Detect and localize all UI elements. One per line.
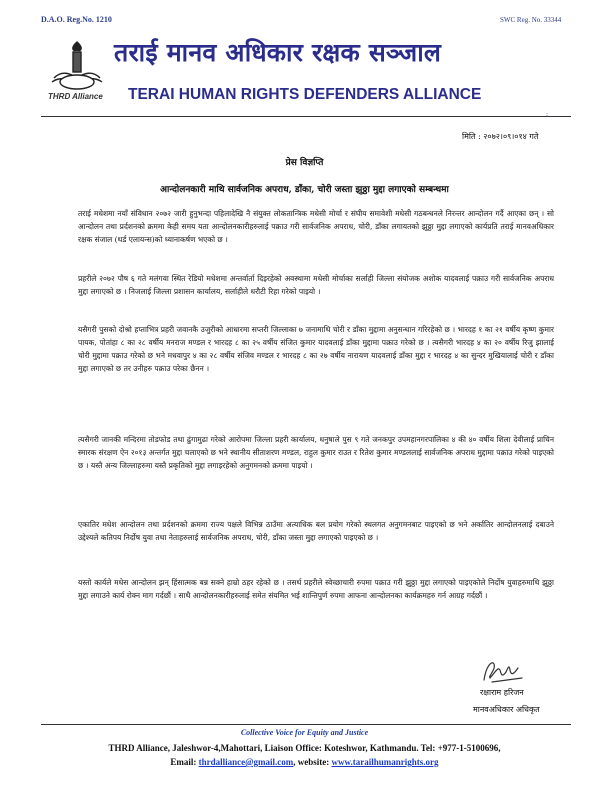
logo-caption: THRD Alliance [48,92,103,101]
thrd-logo [46,38,108,104]
signatory-title: मानवअधिकार अधिकृत [473,705,540,714]
email-link[interactable]: thrdalliance@gmail.com [198,757,294,767]
email-label: Email: [170,757,199,767]
paragraph-5: एकातिर मधेश आन्दोलन तथा प्रर्दशनको क्रममा राज्य पक्षले विभिन्न ठाउँमा अत्याधिक बल प्रयोग गरेको स्थलगत अनुगमनबाट पाइएको छ भने अर्कातिर आन्दोलनलाई दबाउने उद्देश्यले कतिपय निर्दोष युवा तथा नेताहरुलाई सार्वजनिक अपराध, चोरी, डाँका जस्ता मुद्दा लगाएको पाइएको छ । [78,520,554,543]
header-divider [41,116,571,117]
handwritten-signature [478,656,528,688]
subject-heading: आन्दोलनकारी माथि सार्वजनिक अपराध, डाँका, चोरी जस्ता झुठ्ठा मुद्दा लगाएको सम्बन्धमा [160,185,449,195]
paragraph-4: त्यसैगरी जानकी मन्दिरमा तोडफोड तथा ढुंगामुढा गरेको आरोपमा जिल्ला प्रहरी कार्यालय, धनुषाले पुस ९ गते जनकपुर उपमहानगरपालिका ४ की ४० वर्षीय शिला देवीलाई प्राचिन स्मारक संरक्षण ऐन २०१३ अन्तर्गत मुद्दा चलाएको छ भने स्थानीय सीताशरण मण्डल, राहुल कुमार राउत र रितेश कुमार मण्डललाई सार्वजनिक अपराध मुद्दामा पक्राउ गरेको पाइएको छ । यस्तै अन्य जिल्लाहरुमा यस्तै प्रकृतिको मुद्दा लगाइरहेको अनुगमनको क्रममा पाइयो । [78,435,554,471]
paragraph-2: प्रहरीले २०७२ पौष ६ गते मलंगवा स्थित रेडियो मधेशमा अन्तर्वार्ता दिइरहेको अवस्थामा मधेसी मोर्चाका सर्लाही जिल्ला संयोजक अशोक यादवलाई पक्राउ गरी सार्वजनिक अपराध मुद्दा लगाएको छ । निजलाई जिल्ला प्रशासन कार्यालय, सर्लाहीले धरौटी रिहा गरेको पाइयो । [78,274,554,297]
footer-contact [0,757,609,767]
signatory-name: रक्षाराम हरिजन [480,688,524,697]
dao-reg-number: D.A.O. Reg.No. 1210 [41,15,112,24]
org-title-nepali: तराई मानव अधिकार रक्षक सञ्जाल [114,38,442,67]
footer-address: THRD Alliance, Jaleshwor-4,Mahottari, Liaison Office: Koteshwor, Kathmandu. Tel: +977-1-5100696, [108,743,501,753]
paragraph-1: तराई मधेशमा नयाँ संविधान २०७२ जारी हुनुभन्दा पहिलादेखि नै संयुक्त लोकतान्त्रिक मधेसी मोर्चा र संघीय समावेशी मधेसी गठबन्धनले निरन्तर आन्दोलन गर्दै आएका छन् । सो आन्दोलन तथा प्रर्दशनको क्रममा केही समय यता आन्दोलनकारीहरुलाई पक्राउ गरी सार्वजनिक अपराध, चोरी, डाँका लगायतको झुठ्ठा मुद्दा लगाएको कार्यप्रति तराई मानवअधिकार रक्षक संजाल (थर्ड एलायन्स)को ध्यानाकर्षण भएको छ । [78,209,554,245]
paragraph-3: यसैगरी पुसको दोश्रो हप्ताभित्र प्रहरी जवानकै उजुरीको आधारमा सप्तरी जिल्लाका ७ जनामाथि चोरी र डाँका मुद्दामा अनुसन्धान गरिरहेको छ । भारदह १ का २१ वर्षीय कृष्ण कुमार पायक, पोतांहा ८ का २८ वर्षीय मनराज मण्डल र भारदह ८ का २५ वर्षीय संजित कुमार यादवलाई डाँका मुद्दामा पक्राउ गरेको छ । त्यसैगरी भारदह ४ का २० वर्षीय रिजु झालाई चोरी मुद्दामा पक्राउ गरेको छ भने मधवापुर ४ का २८ वर्षीय संजिव मण्डल र भारदह ८ का २७ वर्षीय नारायण यादवलाई डाँका मुद्दा र भारदह ४ का सुन्दर मुखियालाई चोरी र डाँका मुद्दा लगाएको छ तर उनीहरु पक्राउ परेका छैनन । [78,325,554,374]
swc-reg-number: SWC Reg. No. 33344 [500,16,562,24]
footer-tagline: Collective Voice for Equity and Justice [240,728,369,737]
footer-divider [41,724,571,725]
date-line: मिति : २०७२।०९।०१४ गते [462,132,539,141]
press-release-label: प्रेस विज्ञप्ति [285,158,324,168]
paragraph-6: यस्तो कार्यले मधेस आन्दोलन झन् हिंसात्मक बन्न सक्ने हाम्रो ठहर रहेको छ । तसर्थ प्रहरीले स्वेच्छाचारी रुपमा पक्राउ गरी झुठ्ठा मुद्दा लगाएको पाइएकोले निर्दोष युवाहरुमाथि झुठ्ठा मुद्दा लगाउने कार्य रोक्न माग गर्दछौं । साथै आन्दोलनकारीहरुलाई समेत संयमित भई शान्तिपुर्ण रुपमा आफना आन्दोलनका कार्यक्रमहरु गर्न आग्रह गर्दछौं । [78,578,554,601]
org-title-english: TERAI HUMAN RIGHTS DEFENDERS ALLIANCE [128,86,482,103]
header-mark: : [546,111,549,118]
website-link[interactable]: www.tarailhumanrights.org [331,757,439,767]
website-label: , website: [293,757,332,767]
